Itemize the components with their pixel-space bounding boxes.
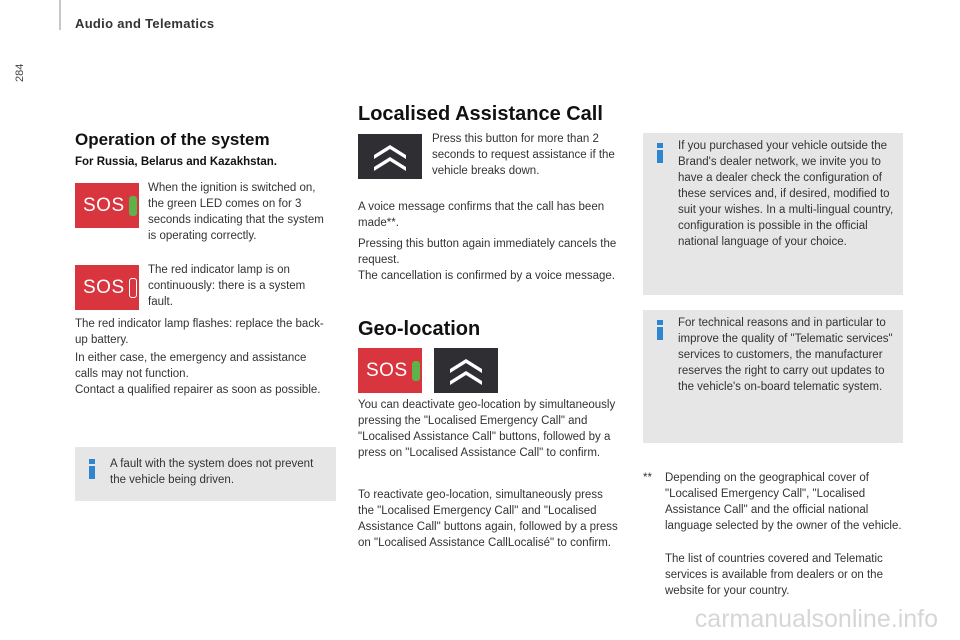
geo-title: Geo-location [358,318,481,340]
operation-title: Operation of the system [75,130,270,149]
red-lamp-icon [129,278,137,298]
footnote-text-countries: The list of countries covered and Telematic services is available from dealers or on the website for your country. [665,553,883,597]
green-led-icon [412,361,420,381]
sos-button-green-led [75,183,139,228]
info-updates-text: For technical reasons and in particular to improve the quality of "Telematic services" services to customers, the manufacturer reserves the right to carry out updates to the vehicle's on-board telematic system. [678,317,893,393]
header-divider [59,0,61,30]
led-description: When the ignition is switched on, the green LED comes on for 3 seconds indicating that the system is operating correctly. [148,182,324,242]
geo-sos-button [358,348,422,393]
watermark: carmanualsonline.info [694,605,938,633]
contact-repairer-text: Contact a qualified repairer as soon as possible. [75,384,321,396]
voice-confirm-text: A voice message confirms that the call has been made**. [358,201,605,229]
section-header-title: Audio and Telematics [75,16,215,31]
cancel-confirm-text: The cancellation is confirmed by a voice message. [358,270,615,282]
red-lamp-description: The red indicator lamp is on continuously: there is a system fault. [148,264,306,308]
double-chevron-icon [370,140,410,174]
info-box-fault [75,447,336,501]
geo-deactivate-text: You can deactivate geo-location by simultaneously pressing the "Localised Emergency Call" and "Localised Assistance Call" buttons, followed by a press on "Localised Assistance Call" to confirm. [358,399,616,459]
sos-label: SOS [366,359,408,381]
geo-assistance-button [434,348,498,393]
double-chevron-icon [446,354,486,388]
cancel-text: Pressing this button again immediately cancels the request. [358,238,617,266]
info-icon [89,459,95,477]
page-number: 284 [14,63,26,82]
sos-label: SOS [83,194,125,216]
operation-subtitle: For Russia, Belarus and Kazakhstan. [75,156,277,168]
flash-description: The red indicator lamp flashes: replace the back-up battery. [75,318,324,346]
info-box-updates [643,310,903,443]
info-dealer-text: If you purchased your vehicle outside the Brand's dealer network, we invite you to have a dealer check the configuration of these services and, if desired, modified to suit your wishes. In a multi-lingual country, configuration is possible in the official national language of your choice. [678,140,894,248]
footnote-text: Depending on the geographical cover of "Localised Emergency Call", "Localised Assistance Call" and the official national language selected by the owner of the vehicle. [665,472,902,532]
info-icon [657,320,663,338]
assistance-button [358,134,422,179]
localised-title: Localised Assistance Call [358,103,603,125]
either-case-text: In either case, the emergency and assistance calls may not function. [75,352,307,380]
info-box-dealer [643,133,903,295]
sos-button-red-lamp [75,265,139,310]
info-icon [657,143,663,161]
press-description: Press this button for more than 2 seconds to request assistance if the vehicle breaks down. [432,133,615,177]
geo-reactivate-text: To reactivate geo-location, simultaneously press the "Localised Emergency Call" and "Localised Assistance Call" buttons again, followed by a press on "Localised Assistance CallLocalisé" to confirm. [358,489,618,549]
info-fault-text: A fault with the system does not prevent the vehicle being driven. [110,458,314,486]
sos-label: SOS [83,276,125,298]
green-led-icon [129,196,137,216]
footnote-mark: ** [643,472,652,484]
